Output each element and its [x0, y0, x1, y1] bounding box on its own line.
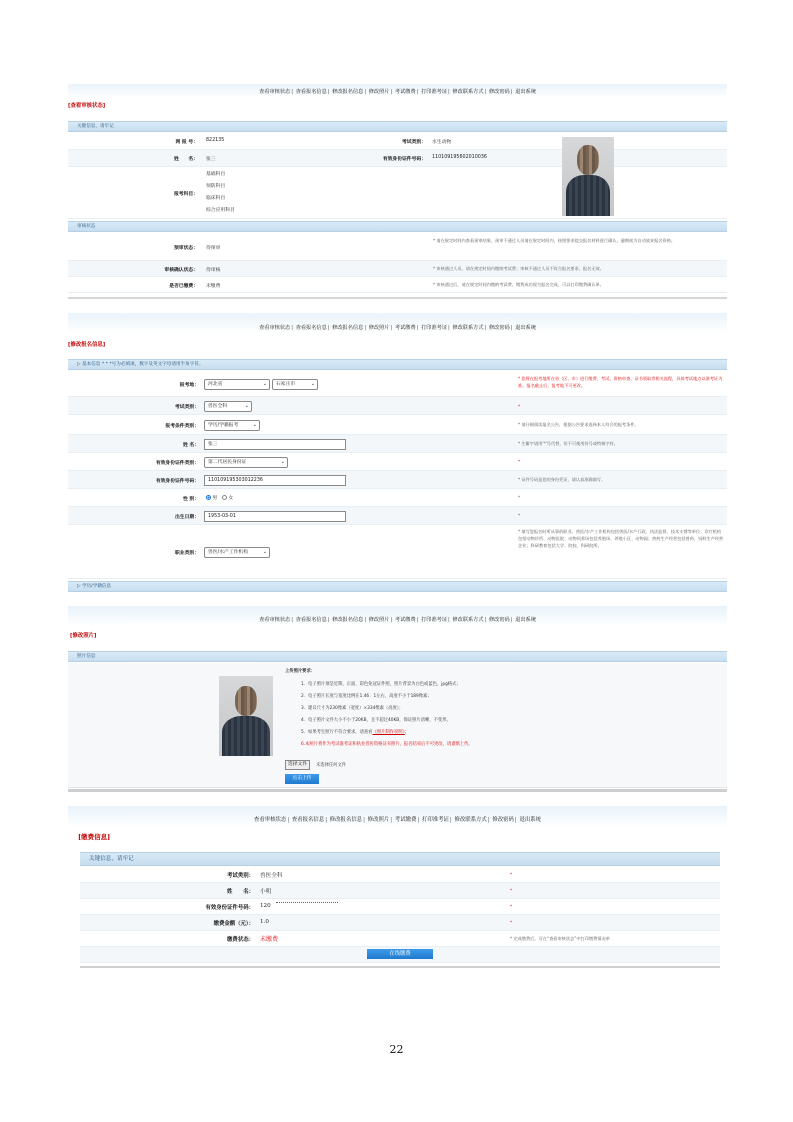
label-birth: 出生日期：	[175, 515, 199, 520]
row-birth	[68, 507, 727, 525]
photo-req-item: 3．建议尺寸为230像素（宽度）×334像素（高度）；	[301, 706, 404, 711]
nav-print-ticket[interactable]: 打印准考证	[421, 617, 448, 623]
chevron-down-icon: ⌄	[280, 459, 285, 465]
nav-view-info[interactable]: 查看报名信息	[291, 817, 325, 823]
subject-item: 综合应用科目	[206, 208, 235, 213]
nav-exam-fee[interactable]: 考试缴费	[394, 325, 416, 331]
nav-bar: 查看审核状态| 查看报名信息| 修改报名信息| 修改照片| 考试缴费| 打印准考证| 修改联系方式| 修改密码| 退出系统	[253, 817, 542, 823]
photo-req-warning: 6.本照片将作为考试准考证和执业兽医资格证书照片，报名结束后不可更改，请谨慎上传。	[301, 742, 473, 747]
label-prereview: 预审状态：	[174, 246, 198, 251]
id-number-input[interactable]: 110109195303012236	[204, 475, 346, 486]
page-number: 22	[389, 1043, 404, 1056]
chevron-down-icon: ⌄	[310, 381, 315, 387]
label-exam-place: 报考地：	[179, 383, 199, 388]
nav-view-info[interactable]: 查看报名信息	[295, 617, 327, 623]
panel-edit-info	[68, 313, 727, 595]
page-title: [查看审核状态]	[68, 103, 106, 109]
tip-birth: *	[518, 513, 521, 518]
row-paid	[68, 277, 727, 293]
panel-payment	[68, 806, 727, 972]
row-name	[68, 435, 727, 453]
label-occupation: 职业类别：	[175, 551, 199, 556]
label-exam-type: 考试类别：	[227, 873, 254, 879]
tip-paid: * 审核通过后，请在规定时间内缴纳考试费，缴费成功视为报名完成，可以打印缴费确认单。	[433, 282, 604, 287]
nav-edit-photo[interactable]: 修改照片	[368, 325, 390, 331]
subject-item: 基础科目	[206, 172, 226, 177]
nav-review-status[interactable]: 查看审核状态	[253, 817, 287, 823]
photo-req-item: 2．电子照片长度与宽度比例在1.46：1左右，高度不小于189像素；	[301, 694, 432, 699]
tip-confirm: * 审核通过人员，请在规定时间内缴纳考试费；审核不通过人员不符合报名要求，报名无效。	[433, 266, 604, 271]
upload-button[interactable]: 点击上传	[285, 774, 319, 784]
photo-req-item: 4．电子照片文件大小不小于20KB，且不超过40KB，保证照片清晰，不变形。	[301, 718, 451, 723]
photo-req-item: 5．如果考生照片不符合要求，请查看《照片制作说明》；	[301, 730, 410, 735]
row-ticket	[68, 133, 727, 150]
value-confirm: 待审核	[206, 268, 221, 273]
nav-edit-password[interactable]: 修改密码	[488, 325, 510, 331]
nav-edit-password[interactable]: 修改密码	[492, 817, 514, 823]
row-occupation	[68, 525, 727, 579]
value-paid: 未缴费	[206, 284, 221, 289]
value-name: 小明	[260, 889, 272, 895]
page-title: [修改报名信息]	[68, 342, 106, 348]
nav-print-ticket[interactable]: 打印准考证	[421, 89, 448, 95]
nav-edit-info[interactable]: 修改报名信息	[332, 325, 364, 331]
subject-item: 临床科目	[206, 196, 226, 201]
label-id-number: 有效身份证件号码：	[155, 479, 199, 484]
row-id	[80, 899, 720, 915]
nav-review-status[interactable]: 查看审核状态	[259, 325, 291, 331]
province-select[interactable]: 河北省 ⌄	[204, 379, 270, 390]
nav-bar: 查看审核状态| 查看报名信息| 修改报名信息| 修改照片| 考试缴费| 打印准考证| 修改联系方式| 修改密码| 退出系统	[259, 89, 536, 95]
section-key-info: 关键信息，请牢记	[68, 121, 727, 132]
tip-condition: * 请仔细阅读报名公告，根据公告要求选择本人符合的报考条件。	[518, 422, 639, 427]
photo-req-title: 上传照片要求：	[285, 669, 316, 674]
nav-edit-password[interactable]: 修改密码	[488, 89, 510, 95]
section-photo-info: 照片信息	[68, 651, 727, 662]
label-name: 姓 名：	[174, 157, 198, 162]
tip-name: *	[510, 888, 513, 893]
nav-exam-fee[interactable]: 考试缴费	[394, 89, 416, 95]
chevron-down-icon: ⌄	[252, 422, 257, 428]
label-confirm: 审核确认状态：	[164, 268, 198, 273]
value-exam-type: 兽医全科	[260, 873, 283, 879]
panel-edit-photo	[68, 606, 727, 789]
value-id: 120	[260, 903, 271, 909]
value-ticket: 822135	[206, 138, 225, 143]
nav-logout[interactable]: 退出系统	[519, 817, 542, 823]
nav-edit-contact[interactable]: 修改联系方式	[454, 817, 487, 823]
nav-review-status[interactable]: 查看审核状态	[259, 617, 291, 623]
label-female: 女	[228, 496, 234, 501]
nav-logout[interactable]: 退出系统	[515, 325, 536, 331]
nav-exam-fee[interactable]: 考试缴费	[394, 817, 417, 823]
chevron-down-icon: ⌄	[262, 381, 267, 387]
applicant-photo	[562, 137, 614, 216]
birth-date-input[interactable]: 1953-03-01	[204, 511, 346, 522]
nav-bar: 查看审核状态| 查看报名信息| 修改报名信息| 修改照片| 考试缴费| 打印准考证| 修改联系方式| 修改密码| 退出系统	[259, 325, 536, 331]
value-amount: 1.0	[260, 919, 269, 925]
nav-exam-fee[interactable]: 考试缴费	[394, 617, 416, 623]
online-pay-button[interactable]: 在线缴费	[367, 949, 433, 959]
label-exam-type: 考试类别：	[175, 405, 199, 410]
file-status: 未选择任何文件	[316, 763, 347, 768]
nav-view-info[interactable]: 查看报名信息	[295, 325, 327, 331]
page-title: [缴费信息]	[78, 833, 111, 841]
tip-prereview: * 请在规定时间内查看预审结果，预审不通过人员请在规定时间内，按照要求提交报名材料进行确认，逾期视为自动放弃报名资格。	[433, 238, 676, 243]
row-gender	[68, 489, 727, 507]
row-pay-status	[80, 931, 720, 947]
value-pay-status: 未缴费	[260, 936, 279, 943]
nav-print-ticket[interactable]: 打印准考证	[421, 325, 448, 331]
photo-req-item: 1．电子照片须是近期、正面、彩色免冠证件照，照片背景为白色或蓝色，jpg格式；	[301, 682, 461, 687]
masked-id-dots	[276, 902, 338, 903]
nav-edit-info[interactable]: 修改报名信息	[329, 817, 363, 823]
tip-id-type: *	[518, 459, 521, 464]
id-type-select[interactable]: 第二代居民身份证 ⌄	[204, 457, 288, 468]
chevron-down-icon: ⌄	[262, 549, 267, 555]
label-male: 男	[212, 496, 218, 501]
row-amount	[80, 915, 720, 931]
row-exam-type	[80, 867, 720, 883]
row-prereview	[68, 233, 727, 261]
label-name: 姓 名：	[182, 443, 199, 448]
nav-edit-contact[interactable]: 修改联系方式	[452, 325, 484, 331]
tip-amount: *	[510, 920, 513, 925]
nav-edit-photo[interactable]: 修改照片	[368, 617, 390, 623]
nav-edit-photo[interactable]: 修改照片	[368, 89, 390, 95]
label-condition: 报考条件类别：	[165, 424, 199, 429]
label-id: 有效身份证件号码：	[205, 905, 254, 911]
tip-exam-type: *	[510, 872, 513, 877]
nav-edit-contact[interactable]: 修改联系方式	[452, 89, 484, 95]
label-subjects: 报考科目：	[174, 192, 198, 197]
occupation-select[interactable]: 兽医/水产工作机构 ⌄	[204, 547, 270, 558]
value-exam-type: 水生动物	[432, 140, 452, 145]
row-subjects	[68, 167, 727, 219]
row-exam-type	[68, 397, 727, 415]
row-exam-place	[68, 371, 727, 397]
gender-group	[206, 494, 233, 501]
nav-edit-contact[interactable]: 修改联系方式	[452, 617, 484, 623]
tip-name: * 生僻字请用'*'号代替，但不可使用符号或特殊字符。	[518, 441, 618, 446]
tip-id: *	[510, 904, 513, 909]
nav-logout[interactable]: 退出系统	[515, 89, 536, 95]
page-title: [修改照片]	[70, 633, 97, 639]
name-input[interactable]: 张三	[204, 439, 346, 450]
radio-female[interactable]	[222, 495, 227, 500]
nav-print-ticket[interactable]: 打印准考证	[421, 817, 449, 823]
label-gender: 性 别：	[182, 497, 199, 502]
row-id-number	[68, 471, 727, 489]
radio-male[interactable]	[206, 495, 211, 500]
condition-select[interactable]: 学历/学籍报考 ⌄	[204, 420, 260, 431]
divider	[80, 966, 720, 968]
applicant-photo	[219, 676, 273, 756]
section-basic-info: ▷ 基本信息 * * *号为必填项，数字及英文字母请用半角字符。	[68, 359, 727, 370]
tip-gender: *	[518, 495, 521, 500]
label-ticket: 网 报 号：	[175, 140, 198, 145]
label-id-type: 有效身份证件类别：	[155, 461, 199, 466]
section-key-info: 关键信息，请牢记	[80, 852, 720, 866]
label-pay-status: 缴费状态：	[227, 937, 254, 943]
tip-exam-type: *	[518, 404, 521, 409]
tip-id-number: * 证件号码是您的身份凭证，请认真准确填写。	[518, 477, 606, 482]
section-review: 审核状态	[68, 221, 727, 232]
row-confirm	[68, 261, 727, 277]
value-id: 110109195602010036	[432, 155, 487, 160]
row-id-type	[68, 453, 727, 471]
section-education: ▷ 学历/学籍信息	[68, 581, 727, 592]
divider	[68, 297, 727, 299]
exam-type-select[interactable]: 兽医全科 ⌄	[204, 401, 252, 412]
nav-review-status[interactable]: 查看审核状态	[259, 89, 291, 95]
value-name: 张三	[206, 157, 216, 162]
row-condition	[68, 415, 727, 435]
value-prereview: 待预审	[206, 246, 221, 251]
nav-view-info[interactable]: 查看报名信息	[295, 89, 327, 95]
row-name	[68, 150, 727, 167]
photo-guide-link[interactable]: 《照片制作说明》	[372, 730, 405, 735]
panel-review-status	[68, 84, 727, 300]
label-id: 有效身份证件号码：	[382, 157, 426, 162]
divider	[68, 789, 727, 792]
nav-edit-photo[interactable]: 修改照片	[367, 817, 390, 823]
label-name: 姓 名：	[227, 889, 254, 895]
city-select[interactable]: 石家庄市 ⌄	[272, 379, 318, 390]
label-exam-type: 考试类别：	[402, 140, 426, 145]
nav-edit-info[interactable]: 修改报名信息	[332, 617, 364, 623]
nav-logout[interactable]: 退出系统	[515, 617, 536, 623]
nav-edit-info[interactable]: 修改报名信息	[332, 89, 364, 95]
subject-item: 预防科目	[206, 184, 226, 189]
row-name	[80, 883, 720, 899]
label-amount: 缴费金额（元）：	[213, 921, 254, 927]
tip-occupation: * 填写您报名时所从事的职业。兽医/水产工作机构包括兽医/水产行政、执法监督、技术支撑等单位；诊疗机构包括动物诊所、动物医院；动物饲养场包括养殖场、养殖小区、动物园；兽药生产经营包括兽药、饲料生产经营企业；科研教育包括大学、院校、科研院所。	[518, 529, 724, 548]
nav-edit-password[interactable]: 修改密码	[488, 617, 510, 623]
nav-bar: 查看审核状态| 查看报名信息| 修改报名信息| 修改照片| 考试缴费| 打印准考证| 修改联系方式| 修改密码| 退出系统	[259, 617, 536, 623]
label-paid: 是否已缴费：	[169, 284, 198, 289]
choose-file-button[interactable]: 选择文件	[285, 760, 310, 770]
tip-pay-status: * 完成缴费后，可在“查看审核状态”中打印缴费情况单	[510, 936, 610, 941]
tip-exam-place: * 您将在报考地所在省（区、市）进行缴费、考试、资格审查、证书领取等相关流程，具体考试地点以准考证为准。报名截止后，报考地不可更改。	[518, 376, 723, 388]
chevron-down-icon: ⌄	[244, 403, 249, 409]
